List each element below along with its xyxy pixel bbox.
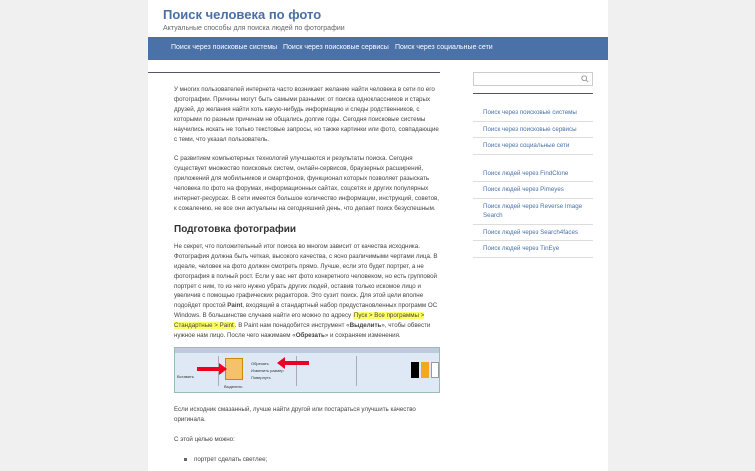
bold-text: Обрезать xyxy=(295,332,325,340)
color-swatch xyxy=(411,362,419,378)
text-fragment: , входящий в стандартный набор предустановленных программ ОС Windows. В большинстве случаев найти его можно по адресу xyxy=(174,302,438,320)
nav-item-search-services[interactable]: Поиск через поисковые сервисы xyxy=(283,44,389,51)
sidebar-recent-posts xyxy=(473,169,593,258)
paint-tab-bar xyxy=(175,348,439,353)
nav-item-search-engines[interactable]: Поиск через поисковые системы xyxy=(171,44,278,51)
color-swatch xyxy=(421,362,429,378)
text-fragment: Не секрет, что положительный итог поиска во многом зависит от качества исходника. Фотография должна быть четкая, высокого качества, с ясно различимыми чертами лица. В идеале, человек на фото должен смотреть прямо. Лучше, если это будет портрет, а не фотография в полный рост. Если у вас нет фото конкретного человеком, но есть групповой портрет с ним, то из него нужно убрать других людей, оставив только искомое лицо и увеличив с помощью графических редакторов. Это сузит поиск. Для этой цели вполне подойдет простой xyxy=(174,242,438,310)
sidebar-link[interactable]: Поиск через социальные сети xyxy=(473,141,593,155)
article-paragraph: С развитием компьютерных технологий улучшаются и результаты поиска. Сегодня существует множество поисковых систем, онлайн-сервисов, браузерных расширений, приложений для мобильников и смартфонов, функционал которых позволяет разыскать человека по фото на форумах, информационных сайтах, соцсетях и других популярных интернет-ресурсах. В сети имеется большое количество информации, инструкций, советов, к сожалению, не все они актуальны на сегодняшний день, что делает поиск безуспешным. xyxy=(174,155,440,212)
search-input[interactable] xyxy=(473,72,593,86)
sidebar-divider xyxy=(473,93,593,94)
site-title-link[interactable]: Поиск человека по фото xyxy=(163,7,322,22)
text-fragment: », чтобы обвести нужное нам лицо. После чего нажимаем « xyxy=(174,322,431,340)
site-tagline: Актуальные способы для поиска людей по фотографии xyxy=(163,25,345,32)
select-tool-icon xyxy=(225,358,243,380)
section-heading: Подготовка фотографии xyxy=(174,223,297,235)
site-header xyxy=(163,7,345,32)
sidebar-link[interactable]: Поиск через поисковые сервисы xyxy=(473,125,593,139)
list-item: портрет сделать светлее; xyxy=(174,455,440,465)
bold-text: Выделить xyxy=(349,322,382,330)
search-icon[interactable] xyxy=(581,75,589,83)
sidebar-menu xyxy=(473,108,593,155)
sidebar xyxy=(473,72,593,261)
article-paragraph: Если исходник смазанный, лучше найти другой или постараться улучшить качество оригинала. xyxy=(174,405,416,423)
sidebar-link[interactable]: Поиск людей через Reverse Image Search xyxy=(473,202,593,225)
paint-rotate-label: Повернуть xyxy=(251,374,271,380)
paint-resize-label: Изменить размер xyxy=(251,367,284,373)
paint-toolbar-screenshot xyxy=(174,347,440,393)
sidebar-link[interactable]: Поиск через поисковые системы xyxy=(473,108,593,122)
red-arrow-icon xyxy=(197,367,221,371)
article-paragraph: У многих пользователей интернета часто возникает желание найти человека в сети по его фотографии. Причины могут быть самыми разными: от поиска одноклассников и старых друзей, до желания найти хоть какую-нибудь информацию и следы родственников, с которыми по разным причинам не общались долгие годы. Сегодня поисковые системы научились искать не только текстовые запросы, но также картинки или фото, совпадающие с теми, что указал пользователь. xyxy=(174,86,439,143)
sidebar-link[interactable]: Поиск людей через FindClone xyxy=(473,169,593,183)
color-swatch xyxy=(431,362,439,378)
red-arrow-icon xyxy=(285,361,309,365)
main-nav xyxy=(148,37,608,60)
article-content xyxy=(174,72,440,471)
paint-select-label: Выделить xyxy=(224,383,243,389)
sidebar-link[interactable]: Поиск людей через TinEye xyxy=(473,244,593,258)
paint-paste-label: Вставить xyxy=(177,373,194,379)
sidebar-link[interactable]: Поиск людей через Search4faces xyxy=(473,228,593,242)
text-fragment: . В Paint нам понадобится инструмент « xyxy=(234,322,350,330)
red-arrowhead-icon xyxy=(277,357,285,369)
sidebar-link[interactable]: Поиск людей через Pimeyes xyxy=(473,185,593,199)
paint-crop-label: Обрезать xyxy=(251,360,269,366)
article-paragraph xyxy=(174,242,440,341)
text-fragment: » и сохраняем изменения. xyxy=(324,332,401,340)
bold-text: Paint xyxy=(227,302,243,310)
nav-item-social-networks[interactable]: Поиск через социальные сети xyxy=(395,44,493,51)
red-arrowhead-icon xyxy=(219,363,227,375)
article-paragraph: С этой целью можно: xyxy=(174,435,235,443)
highlighted-path: Пуск > Все программы > Стандартные > Paint xyxy=(174,312,425,330)
